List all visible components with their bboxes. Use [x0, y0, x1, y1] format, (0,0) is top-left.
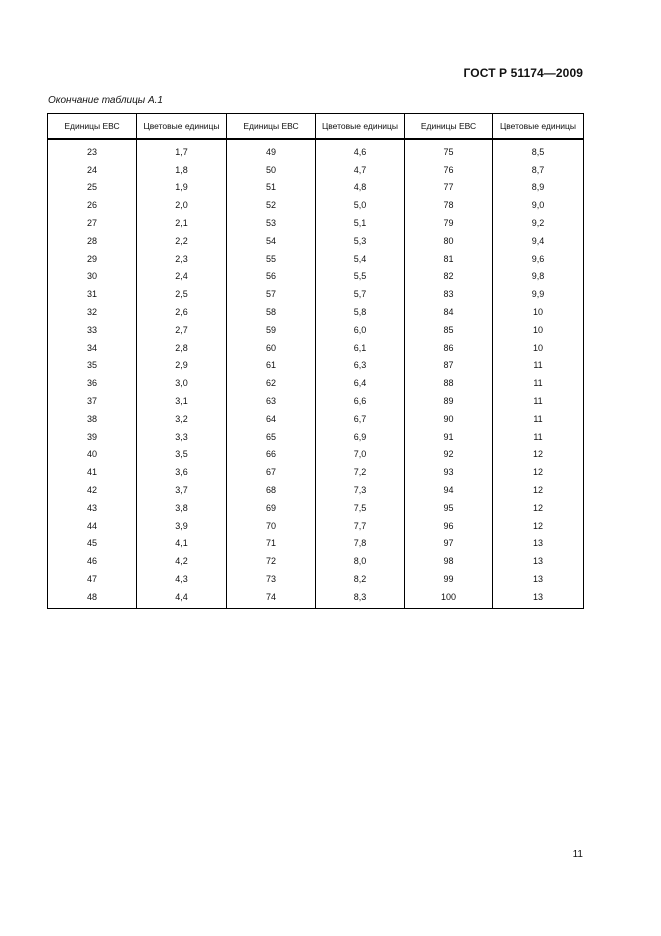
table-cell: 6,1: [316, 339, 405, 357]
conversion-table: [47, 113, 584, 609]
column-header: Цветовые единицы: [493, 114, 584, 140]
table-cell: 27: [48, 214, 137, 232]
table-cell: 100: [405, 588, 493, 608]
table-cell: 31: [48, 285, 137, 303]
table-cell: 66: [227, 446, 316, 464]
table-cell: 80: [405, 232, 493, 250]
column-header: Цветовые единицы: [316, 114, 405, 140]
table-cell: 8,5: [493, 139, 584, 161]
table-cell: 51: [227, 179, 316, 197]
table-cell: 64: [227, 410, 316, 428]
table-row: [48, 250, 584, 268]
table-cell: 74: [227, 588, 316, 608]
table-cell: 6,7: [316, 410, 405, 428]
table-cell: 83: [405, 285, 493, 303]
table-cell: 67: [227, 463, 316, 481]
table-cell: 44: [48, 517, 137, 535]
column-header: Единицы ЕВС: [405, 114, 493, 140]
table-cell: 10: [493, 339, 584, 357]
table-cell: 84: [405, 303, 493, 321]
table-cell: 56: [227, 268, 316, 286]
table-cell: 75: [405, 139, 493, 161]
table-cell: 4,2: [137, 552, 227, 570]
table-row: [48, 179, 584, 197]
table-cell: 3,7: [137, 481, 227, 499]
table-cell: 52: [227, 196, 316, 214]
table-cell: 12: [493, 446, 584, 464]
table-cell: 58: [227, 303, 316, 321]
table-cell: 68: [227, 481, 316, 499]
table-cell: 7,0: [316, 446, 405, 464]
table-cell: 98: [405, 552, 493, 570]
table-cell: 78: [405, 196, 493, 214]
table-cell: 4,3: [137, 570, 227, 588]
table-cell: 3,0: [137, 374, 227, 392]
table-cell: 3,8: [137, 499, 227, 517]
table-cell: 10: [493, 303, 584, 321]
table-cell: 5,5: [316, 268, 405, 286]
table-cell: 2,9: [137, 357, 227, 375]
table-cell: 12: [493, 481, 584, 499]
table-row: [48, 268, 584, 286]
table-cell: 3,5: [137, 446, 227, 464]
table-caption: Окончание таблицы А.1: [48, 95, 163, 106]
table-cell: 8,2: [316, 570, 405, 588]
table-cell: 4,4: [137, 588, 227, 608]
table-cell: 2,7: [137, 321, 227, 339]
table-cell: 8,9: [493, 179, 584, 197]
table-cell: 97: [405, 535, 493, 553]
table-row: [48, 428, 584, 446]
table-cell: 65: [227, 428, 316, 446]
table-cell: 30: [48, 268, 137, 286]
table-cell: 96: [405, 517, 493, 535]
table-row: [48, 214, 584, 232]
table-cell: 23: [48, 139, 137, 161]
table-cell: 7,7: [316, 517, 405, 535]
table-cell: 86: [405, 339, 493, 357]
table-body: [48, 139, 584, 608]
table-cell: 32: [48, 303, 137, 321]
table-cell: 63: [227, 392, 316, 410]
table-cell: 38: [48, 410, 137, 428]
table-cell: 11: [493, 410, 584, 428]
column-header: Единицы ЕВС: [48, 114, 137, 140]
table-cell: 13: [493, 535, 584, 553]
table-cell: 73: [227, 570, 316, 588]
table-cell: 40: [48, 446, 137, 464]
table-cell: 7,2: [316, 463, 405, 481]
table-cell: 59: [227, 321, 316, 339]
table-cell: 87: [405, 357, 493, 375]
table-cell: 8,3: [316, 588, 405, 608]
table-cell: 6,0: [316, 321, 405, 339]
table-row: [48, 446, 584, 464]
table-cell: 4,6: [316, 139, 405, 161]
table-row: [48, 392, 584, 410]
table-row: [48, 321, 584, 339]
table-cell: 57: [227, 285, 316, 303]
table-cell: 7,5: [316, 499, 405, 517]
table-cell: 85: [405, 321, 493, 339]
table-cell: 8,0: [316, 552, 405, 570]
table-cell: 5,7: [316, 285, 405, 303]
table-cell: 11: [493, 392, 584, 410]
table-cell: 69: [227, 499, 316, 517]
table-cell: 9,9: [493, 285, 584, 303]
table-cell: 37: [48, 392, 137, 410]
table-cell: 4,1: [137, 535, 227, 553]
table-cell: 5,1: [316, 214, 405, 232]
table-cell: 1,9: [137, 179, 227, 197]
table-cell: 11: [493, 357, 584, 375]
table-cell: 3,2: [137, 410, 227, 428]
table-row: [48, 232, 584, 250]
table-cell: 4,8: [316, 179, 405, 197]
table-cell: 8,7: [493, 161, 584, 179]
table-cell: 39: [48, 428, 137, 446]
table-cell: 45: [48, 535, 137, 553]
table-cell: 33: [48, 321, 137, 339]
table-cell: 5,4: [316, 250, 405, 268]
table-cell: 1,8: [137, 161, 227, 179]
table-cell: 4,7: [316, 161, 405, 179]
table-cell: 3,3: [137, 428, 227, 446]
table-cell: 26: [48, 196, 137, 214]
table-cell: 99: [405, 570, 493, 588]
column-header: Единицы ЕВС: [227, 114, 316, 140]
table-cell: 9,2: [493, 214, 584, 232]
table-cell: 28: [48, 232, 137, 250]
table-cell: 71: [227, 535, 316, 553]
table-cell: 93: [405, 463, 493, 481]
table-cell: 89: [405, 392, 493, 410]
table-row: [48, 139, 584, 161]
table-cell: 10: [493, 321, 584, 339]
table-cell: 61: [227, 357, 316, 375]
table-row: [48, 517, 584, 535]
table-row: [48, 535, 584, 553]
table-header: [48, 114, 584, 140]
table-cell: 42: [48, 481, 137, 499]
table-cell: 79: [405, 214, 493, 232]
table-cell: 9,0: [493, 196, 584, 214]
table-cell: 60: [227, 339, 316, 357]
table-row: [48, 285, 584, 303]
table-cell: 13: [493, 570, 584, 588]
table-cell: 3,6: [137, 463, 227, 481]
table-row: [48, 481, 584, 499]
table-cell: 2,2: [137, 232, 227, 250]
table-row: [48, 570, 584, 588]
page-number: 11: [572, 849, 583, 860]
table-header-row: [48, 114, 584, 140]
table-cell: 2,1: [137, 214, 227, 232]
table-cell: 29: [48, 250, 137, 268]
table-cell: 11: [493, 428, 584, 446]
table-cell: 72: [227, 552, 316, 570]
table-cell: 77: [405, 179, 493, 197]
table-cell: 2,0: [137, 196, 227, 214]
table-row: [48, 499, 584, 517]
table-row: [48, 303, 584, 321]
table-cell: 41: [48, 463, 137, 481]
table-row: [48, 357, 584, 375]
table-cell: 82: [405, 268, 493, 286]
table-cell: 92: [405, 446, 493, 464]
table-cell: 2,8: [137, 339, 227, 357]
table-cell: 2,6: [137, 303, 227, 321]
table-cell: 11: [493, 374, 584, 392]
table-cell: 12: [493, 499, 584, 517]
table-row: [48, 339, 584, 357]
table-cell: 70: [227, 517, 316, 535]
table-cell: 6,6: [316, 392, 405, 410]
table-cell: 24: [48, 161, 137, 179]
table-cell: 9,6: [493, 250, 584, 268]
table-cell: 9,4: [493, 232, 584, 250]
standard-code: ГОСТ Р 51174—2009: [463, 66, 583, 80]
table-cell: 35: [48, 357, 137, 375]
table-cell: 49: [227, 139, 316, 161]
table-cell: 55: [227, 250, 316, 268]
table-cell: 94: [405, 481, 493, 499]
table-cell: 43: [48, 499, 137, 517]
table-cell: 7,8: [316, 535, 405, 553]
table-cell: 48: [48, 588, 137, 608]
table-cell: 6,9: [316, 428, 405, 446]
table-cell: 12: [493, 463, 584, 481]
table-cell: 91: [405, 428, 493, 446]
table-cell: 9,8: [493, 268, 584, 286]
table-row: [48, 588, 584, 608]
table-row: [48, 374, 584, 392]
table-row: [48, 161, 584, 179]
table-cell: 88: [405, 374, 493, 392]
table-cell: 2,5: [137, 285, 227, 303]
table-cell: 46: [48, 552, 137, 570]
table-row: [48, 463, 584, 481]
table-cell: 76: [405, 161, 493, 179]
table-cell: 12: [493, 517, 584, 535]
table-cell: 3,9: [137, 517, 227, 535]
table-cell: 5,3: [316, 232, 405, 250]
table-cell: 5,0: [316, 196, 405, 214]
table-cell: 7,3: [316, 481, 405, 499]
table-cell: 54: [227, 232, 316, 250]
table-cell: 62: [227, 374, 316, 392]
table-row: [48, 196, 584, 214]
table-cell: 2,4: [137, 268, 227, 286]
table-cell: 6,4: [316, 374, 405, 392]
table-cell: 90: [405, 410, 493, 428]
table-cell: 36: [48, 374, 137, 392]
table-cell: 50: [227, 161, 316, 179]
table-cell: 5,8: [316, 303, 405, 321]
table-cell: 6,3: [316, 357, 405, 375]
table-row: [48, 552, 584, 570]
table-cell: 13: [493, 552, 584, 570]
table-cell: 34: [48, 339, 137, 357]
table-cell: 13: [493, 588, 584, 608]
table-cell: 47: [48, 570, 137, 588]
table-row: [48, 410, 584, 428]
table-cell: 53: [227, 214, 316, 232]
table-cell: 95: [405, 499, 493, 517]
table-cell: 2,3: [137, 250, 227, 268]
table-cell: 25: [48, 179, 137, 197]
table-cell: 3,1: [137, 392, 227, 410]
column-header: Цветовые единицы: [137, 114, 227, 140]
table-cell: 81: [405, 250, 493, 268]
table-cell: 1,7: [137, 139, 227, 161]
